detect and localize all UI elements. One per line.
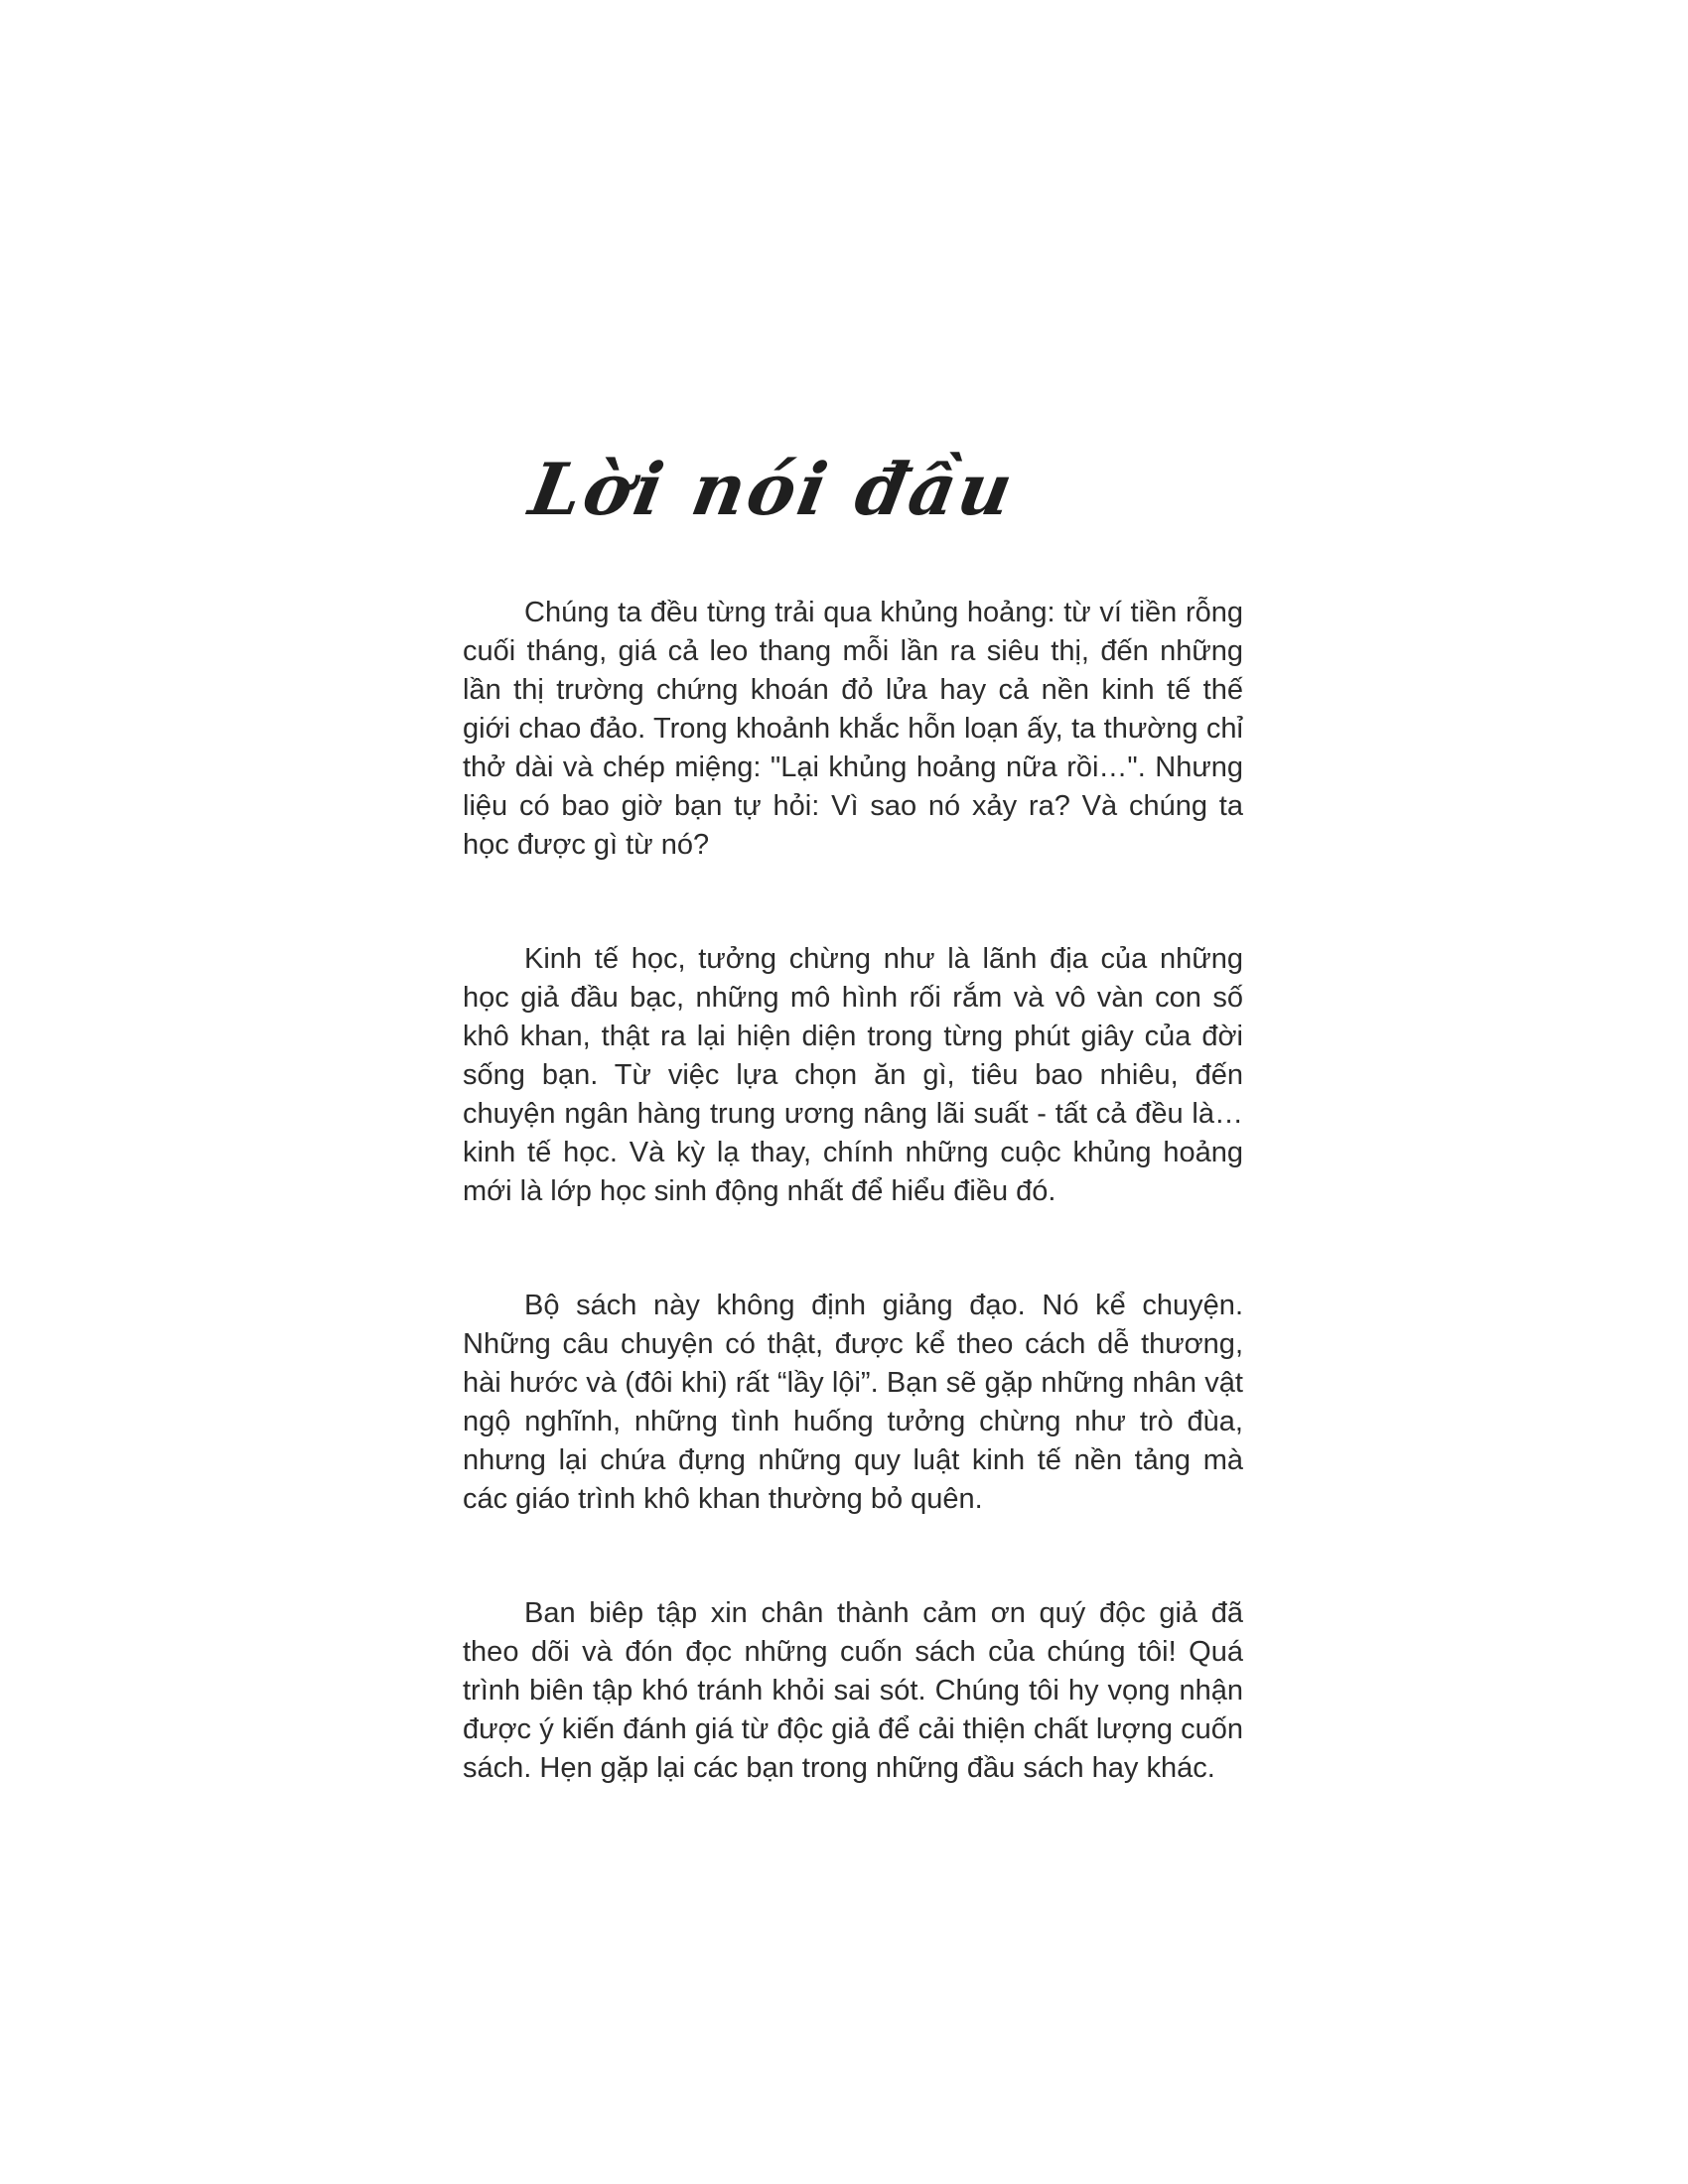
paragraph: Bộ sách này không định giảng đạo. Nó kể chuyện. Những câu chuyện có thật, được kể theo cách dễ thương, hài hước và (đôi khi) rất “lầy lội”. Bạn sẽ gặp những nhân vật ngộ nghĩnh, những tình huống tưởng chừng như trò đùa, nhưng lại chứa đựng những quy luật kinh tế nền tảng mà các giáo trình khô khan thường bỏ quên. [463, 1290, 1243, 1515]
page-title: Lời nói đầu [523, 447, 1022, 531]
paragraph: Chúng ta đều từng trải qua khủng hoảng: từ ví tiền rỗng cuối tháng, giá cả leo thang mỗi lần ra siêu thị, đến những lần thị trường chứng khoán đỏ lửa hay cả nền kinh tế thế giới chao đảo. Trong khoảnh khắc hỗn loạn ấy, ta thường chỉ thở dài và chép miệng: "Lại khủng hoảng nữa rồi…". Nhưng liệu có bao giờ bạn tự hỏi: Vì sao nó xảy ra? Và chúng ta học được gì từ nó? [463, 597, 1243, 861]
paragraph: Ban biêp tập xin chân thành cảm ơn quý độc giả đã theo dõi và đón đọc những cuốn sách của chúng tôi! Quá trình biên tập khó tránh khỏi sai sót. Chúng tôi hy vọng nhận được ý kiến đánh giá từ độc giả để cải thiện chất lượng cuốn sách. Hẹn gặp lại các bạn trong những đầu sách hay khác. [463, 1597, 1243, 1784]
paragraph: Kinh tế học, tưởng chừng như là lãnh địa của những học giả đầu bạc, những mô hình rối rắm và vô vàn con số khô khan, thật ra lại hiện diện trong từng phút giây của đời sống bạn. Từ việc lựa chọn ăn gì, tiêu bao nhiêu, đến chuyện ngân hàng trung ương nâng lãi suất - tất cả đều là… kinh tế học. Và kỳ lạ thay, chính những cuộc khủng hoảng mới là lớp học sinh động nhất để hiểu điều đó. [463, 943, 1243, 1207]
preface-body [463, 594, 1243, 1788]
